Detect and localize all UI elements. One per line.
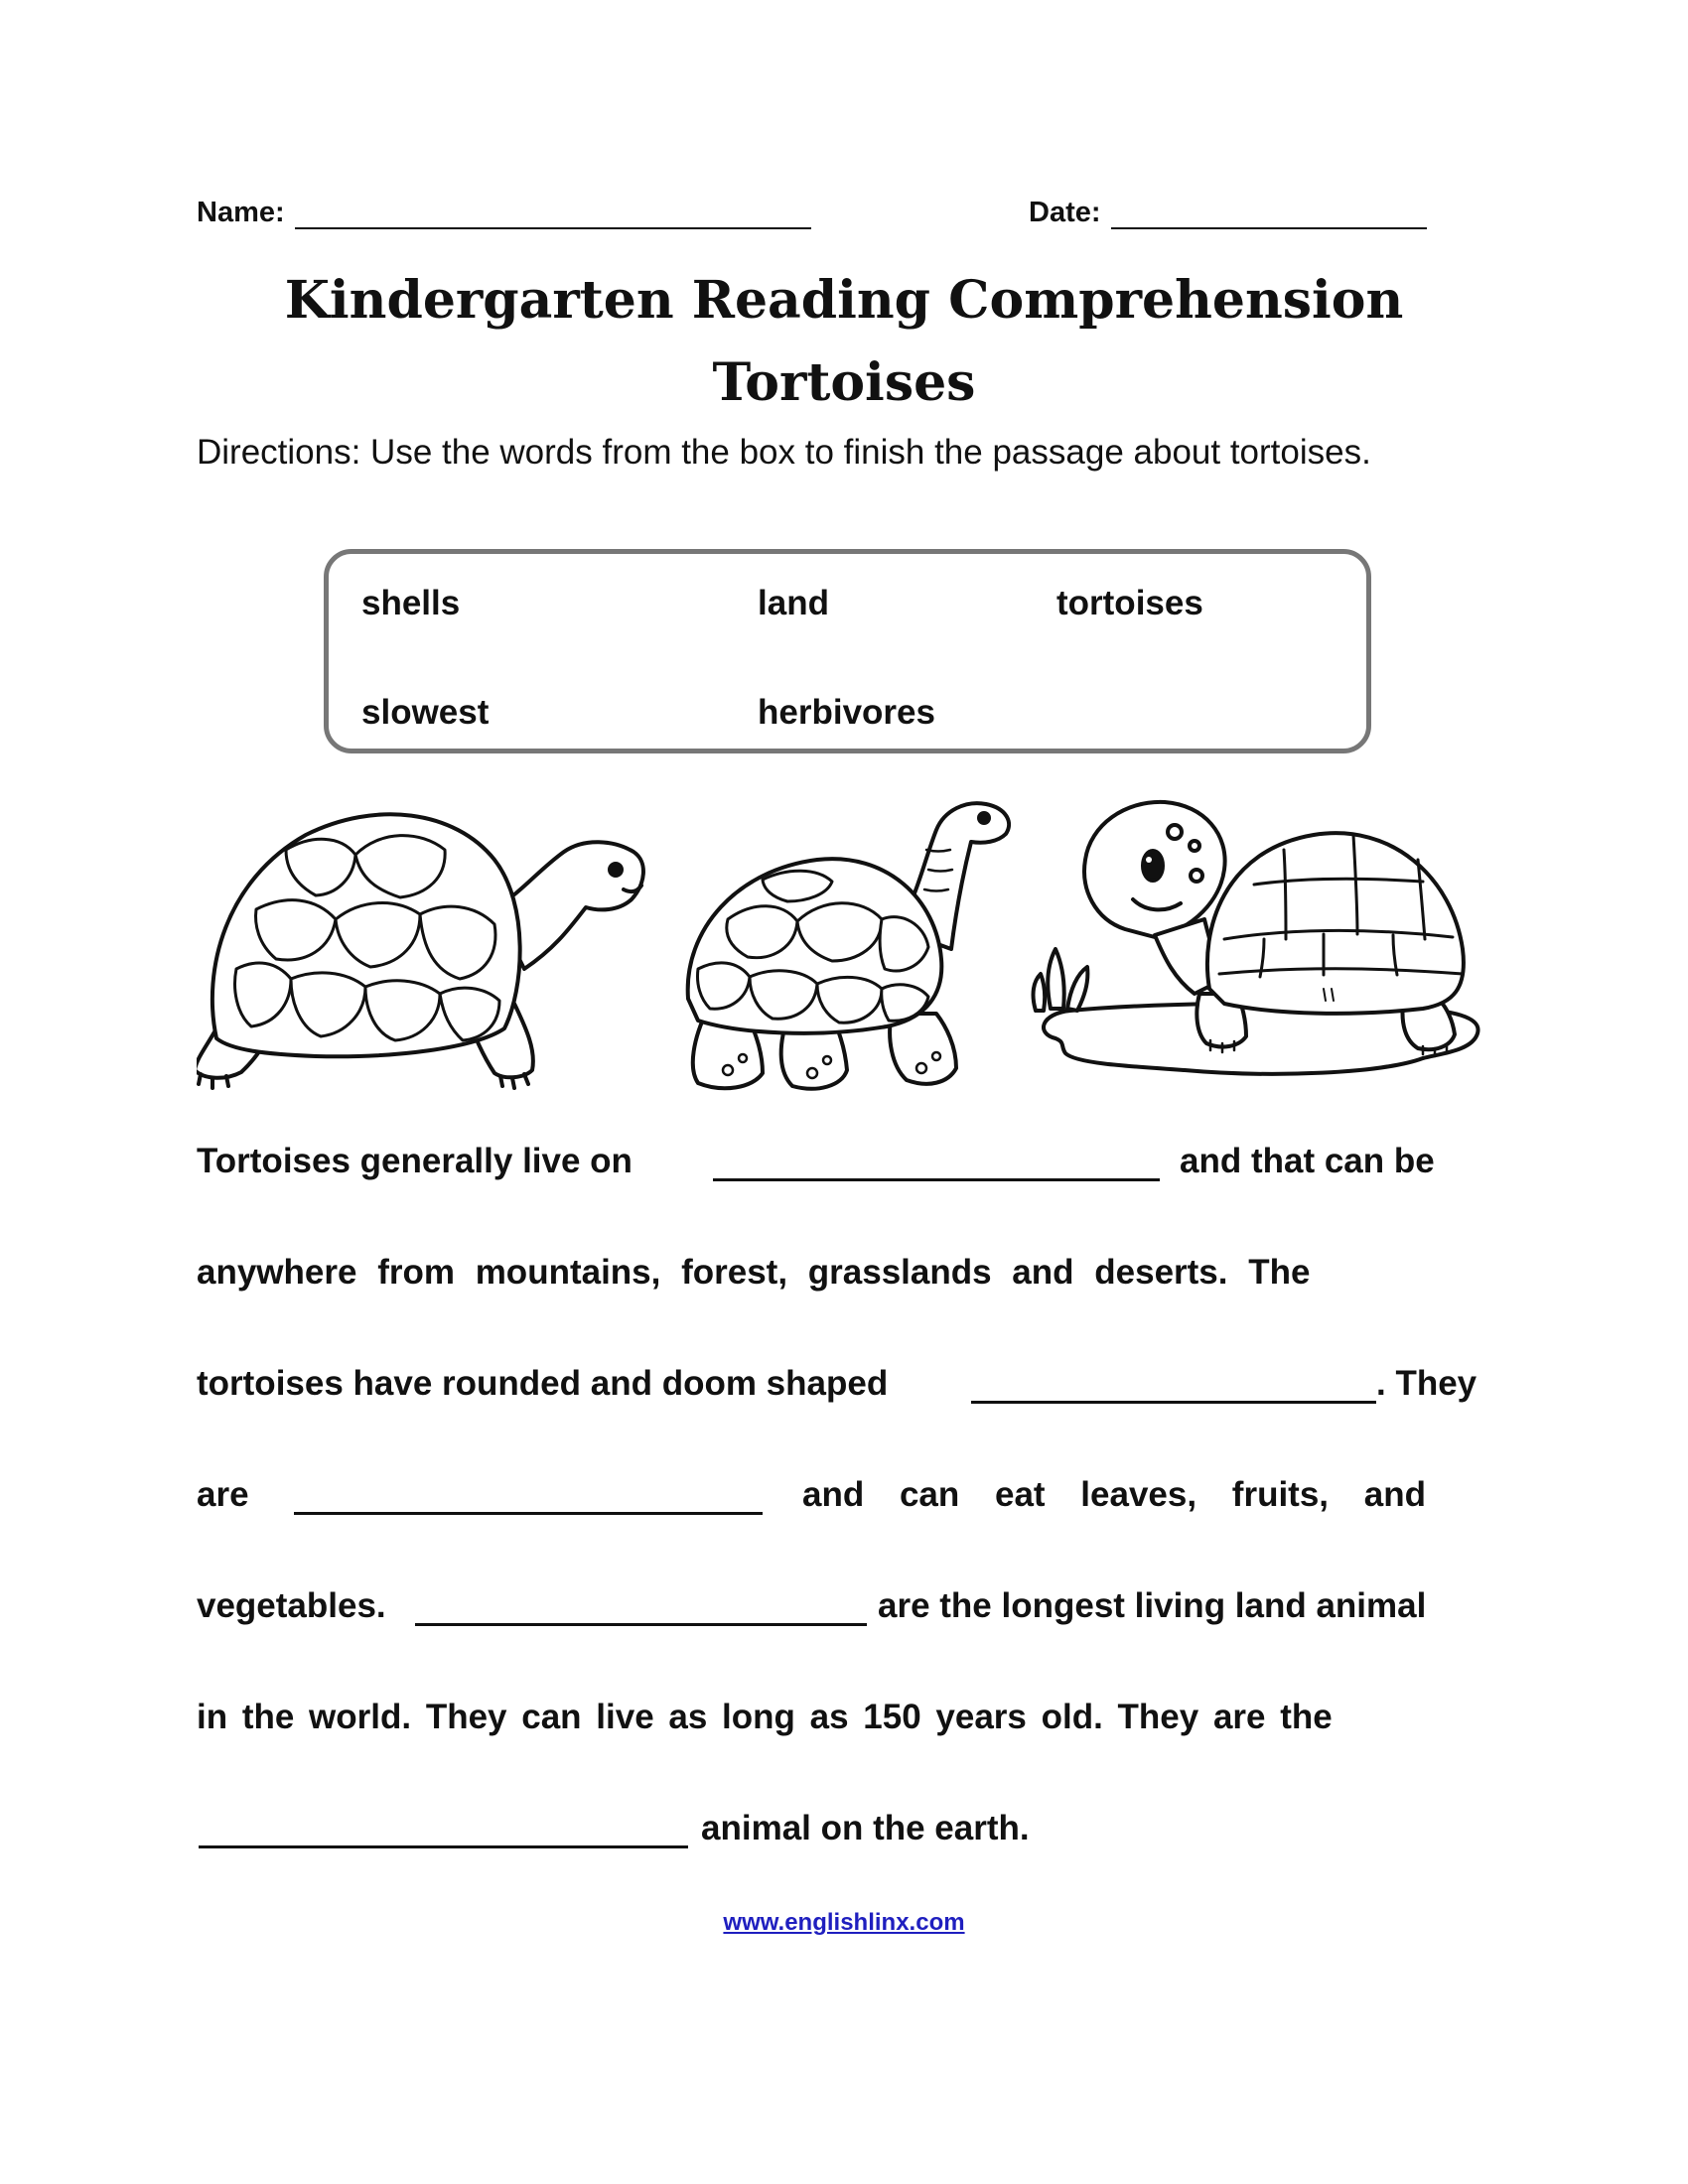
passage-text: are the longest living land animal xyxy=(878,1586,1427,1625)
date-field xyxy=(1029,197,1427,229)
passage-text: . They xyxy=(1376,1364,1477,1403)
giant-tortoise-icon xyxy=(668,790,1046,1098)
tortoise-illustrations xyxy=(197,790,1497,1098)
cartoon-tortoise-icon xyxy=(1026,790,1497,1098)
answer-blank-2[interactable] xyxy=(971,1401,1376,1404)
name-field xyxy=(197,197,811,229)
tortoise-walking-icon xyxy=(197,790,653,1098)
date-label: Date: xyxy=(1029,197,1101,228)
word-bank-item: slowest xyxy=(361,693,490,732)
answer-blank-4[interactable] xyxy=(415,1623,867,1626)
passage-line xyxy=(197,1251,1487,1300)
word-bank-item: tortoises xyxy=(1056,584,1203,622)
passage-line xyxy=(197,1584,1487,1634)
passage-text: and can eat leaves, fruits, and xyxy=(802,1475,1426,1514)
name-blank[interactable] xyxy=(295,198,811,229)
directions-text: Directions: Use the words from the box to finish the passage about tortoises. xyxy=(197,433,1371,472)
passage-text: in the world. They can live as long as 150 years old. They are the xyxy=(197,1698,1333,1736)
passage-text: animal on the earth. xyxy=(701,1809,1030,1847)
page-subtitle: Tortoises xyxy=(712,352,976,413)
word-bank-box xyxy=(324,549,1371,753)
passage-line xyxy=(197,1696,1487,1745)
passage-line xyxy=(197,1473,1487,1523)
passage-text: anywhere from mountains, forest, grasslands and deserts. The xyxy=(197,1253,1311,1292)
passage-line xyxy=(197,1140,1487,1189)
name-label: Name: xyxy=(197,197,285,228)
date-blank[interactable] xyxy=(1111,198,1427,229)
answer-blank-3[interactable] xyxy=(294,1512,763,1515)
page-title: Kindergarten Reading Comprehension xyxy=(284,270,1404,331)
word-bank-item: herbivores xyxy=(758,693,935,732)
passage-text: tortoises have rounded and doom shaped xyxy=(197,1364,889,1403)
footer-website-link[interactable]: www.englishlinx.com xyxy=(723,1909,965,1936)
word-bank-item: land xyxy=(758,584,829,622)
word-bank-item: shells xyxy=(361,584,461,622)
passage-text: are xyxy=(197,1475,249,1514)
passage-text: and that can be xyxy=(1180,1142,1435,1180)
passage-text: Tortoises generally live on xyxy=(197,1142,633,1180)
passage-text: vegetables. xyxy=(197,1586,386,1625)
header-row xyxy=(197,197,1438,236)
answer-blank-5[interactable] xyxy=(199,1845,688,1848)
answer-blank-1[interactable] xyxy=(713,1178,1160,1181)
passage-line xyxy=(197,1807,1487,1856)
passage-line xyxy=(197,1362,1487,1412)
